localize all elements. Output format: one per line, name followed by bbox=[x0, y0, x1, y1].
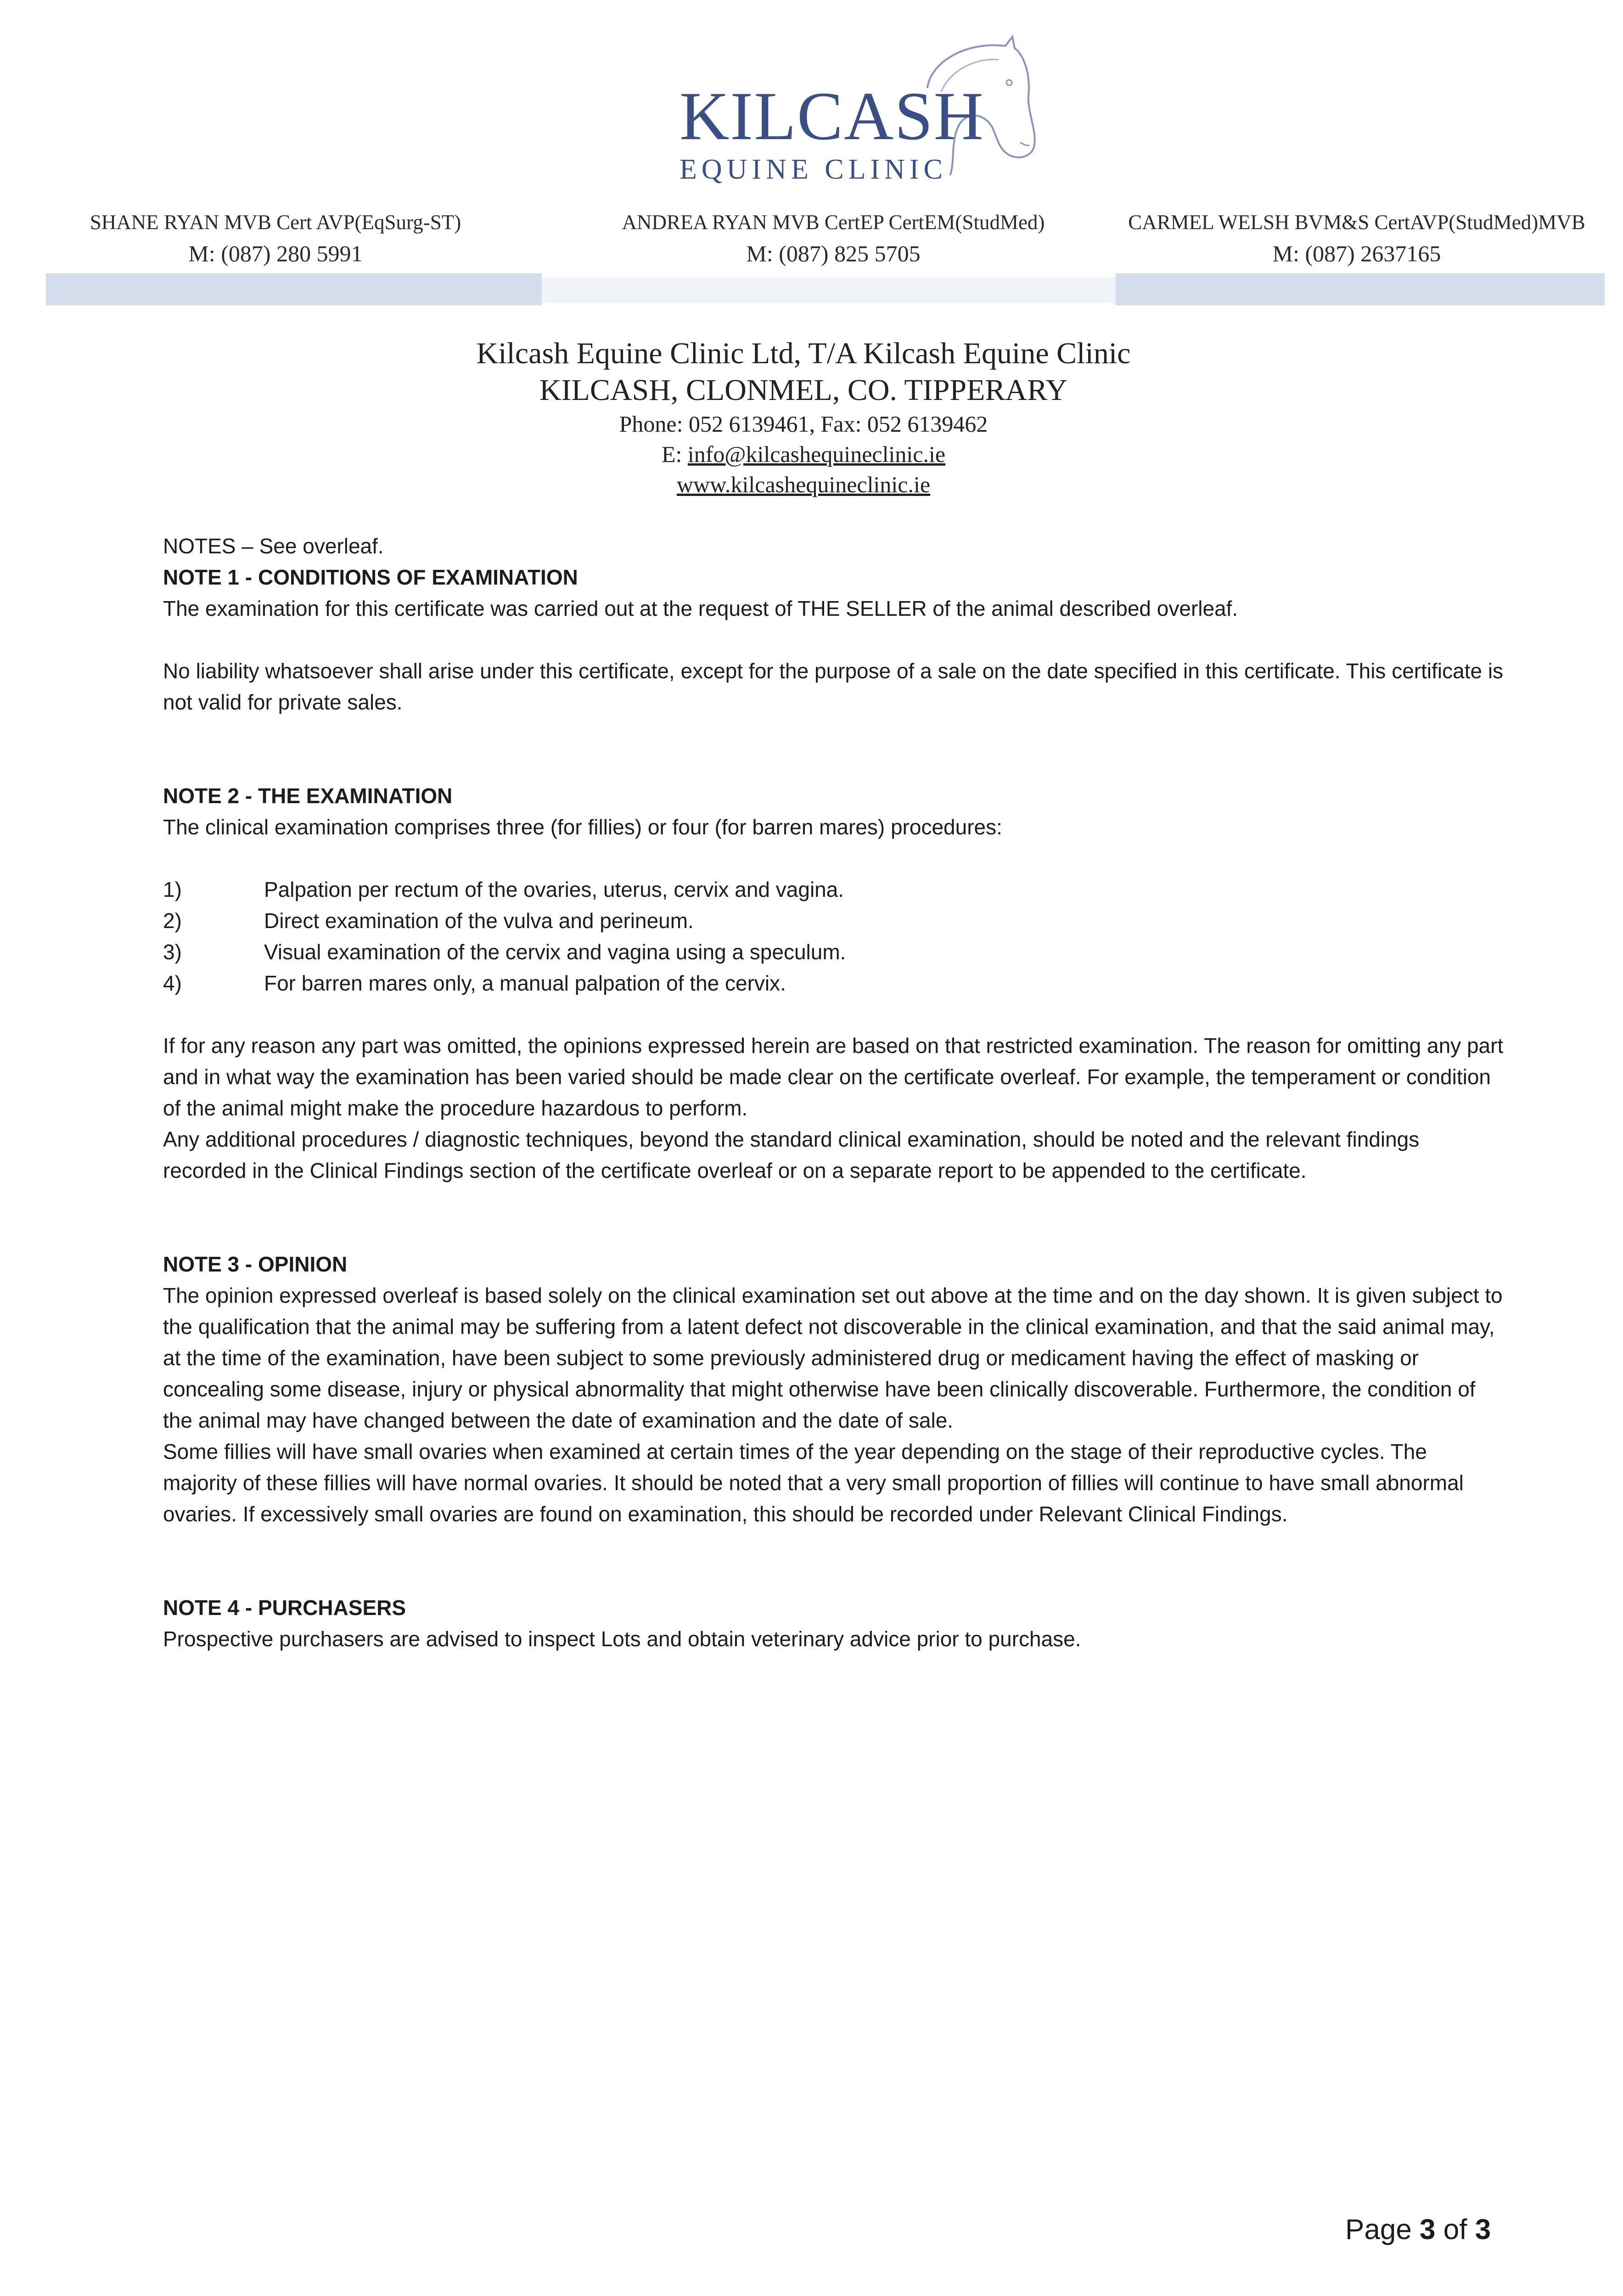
current-page: 3 bbox=[1420, 2214, 1436, 2245]
procedure-number: 4) bbox=[163, 971, 182, 995]
procedure-item bbox=[163, 968, 1504, 999]
header-band-right bbox=[1116, 273, 1605, 305]
procedure-item bbox=[163, 905, 1504, 936]
email-link[interactable]: info@kilcashequineclinic.ie bbox=[687, 441, 946, 467]
procedure-item bbox=[163, 874, 1504, 905]
note2-intro: The clinical examination comprises three (for fillies) or four (for barren mares) procedures: bbox=[163, 815, 1002, 839]
company-location: KILCASH, CLONMEL, CO. TIPPERARY bbox=[539, 373, 1068, 407]
vet-mobile: M: (087) 280 5991 bbox=[188, 241, 363, 266]
note3-heading: NOTE 3 - OPINION bbox=[163, 1252, 348, 1276]
website-link[interactable]: www.kilcashequineclinic.ie bbox=[676, 472, 931, 497]
email-line bbox=[413, 439, 1194, 469]
procedure-number: 3) bbox=[163, 940, 182, 964]
phone-fax: Phone: 052 6139461, Fax: 052 6139462 bbox=[619, 411, 988, 437]
header-band-middle bbox=[542, 278, 1116, 303]
logo-subtitle: EQUINE CLINIC bbox=[680, 154, 947, 185]
company-name: Kilcash Equine Clinic Ltd, T/A Kilcash Equine Clinic bbox=[476, 337, 1131, 370]
vet-mobile: M: (087) 825 5705 bbox=[746, 241, 921, 266]
procedure-text: Direct examination of the vulva and perineum. bbox=[264, 909, 694, 933]
email-label: E: bbox=[661, 441, 688, 467]
clinic-address bbox=[413, 335, 1194, 500]
note3-paragraph: Some fillies will have small ovaries when examined at certain times of the year depending on the stage of their reproductive cycles. The majority of these fillies will have normal ovaries. It should be noted that a very small proportion of fillies will continue to have small abnormal ovaries. If excessively small ovaries are found on examination, this should be recorded under Relevant Clinical Findings. bbox=[163, 1440, 1464, 1526]
total-pages: 3 bbox=[1475, 2214, 1491, 2245]
procedure-text: Palpation per rectum of the ovaries, uterus, cervix and vagina. bbox=[264, 878, 844, 901]
note4-heading: NOTE 4 - PURCHASERS bbox=[163, 1596, 406, 1620]
vet-andrea-ryan bbox=[597, 207, 1070, 269]
vet-name: SHANE RYAN MVB Cert AVP(EqSurg-ST) bbox=[90, 211, 461, 234]
vet-name: ANDREA RYAN MVB CertEP CertEM(StudMed) bbox=[622, 211, 1045, 234]
vet-shane-ryan bbox=[69, 207, 482, 269]
procedure-text: Visual examination of the cervix and vagina using a speculum. bbox=[264, 940, 846, 964]
logo-wordmark: KILCASH bbox=[680, 78, 985, 154]
note4-paragraph: Prospective purchasers are advised to inspect Lots and obtain veterinary advice prior to purchase. bbox=[163, 1627, 1081, 1651]
notes-intro: NOTES – See overleaf. bbox=[163, 534, 384, 558]
procedure-text: For barren mares only, a manual palpation of the cervix. bbox=[264, 971, 786, 995]
procedure-item bbox=[163, 936, 1504, 968]
notes-body bbox=[163, 530, 1504, 1654]
clinic-logo bbox=[661, 32, 1038, 185]
note2-paragraph: If for any reason any part was omitted, the opinions expressed herein are based on that restricted examination. The reason for omitting any part and in what way the examination has been varied should be made clear on the certificate overleaf. For example, the temperament or condition of the animal might make the procedure hazardous to perform. bbox=[163, 1034, 1504, 1120]
note2-heading: NOTE 2 - THE EXAMINATION bbox=[163, 784, 453, 808]
procedure-number: 2) bbox=[163, 909, 182, 933]
note1-paragraph: No liability whatsoever shall arise under this certificate, except for the purpose of a sale on the date specified in this certificate. This certificate is not valid for private sales. bbox=[163, 659, 1504, 714]
note1-paragraph: The examination for this certificate was carried out at the request of THE SELLER of the animal described overleaf. bbox=[163, 597, 1238, 620]
header-band-left bbox=[46, 273, 542, 305]
vet-name: CARMEL WELSH BVM&S CertAVP(StudMed)MVB bbox=[1128, 211, 1585, 234]
vet-mobile: M: (087) 2637165 bbox=[1272, 241, 1441, 266]
procedure-number: 1) bbox=[163, 878, 182, 901]
note1-heading: NOTE 1 - CONDITIONS OF EXAMINATION bbox=[163, 565, 578, 589]
note3-paragraph: The opinion expressed overleaf is based solely on the clinical examination set out above at the time and on the day shown. It is given subject to the qualification that the animal may be suffering from a latent defect not discoverable in the clinical examination, and that the said animal may, at the time of the examination, have been subject to some previously administered drug or medicament having the effect of masking or concealing some disease, injury or physical abnormality that might otherwise have been clinically discoverable. Furthermore, the condition of the animal may have changed between the date of examination and the date of sale. bbox=[163, 1283, 1503, 1432]
page-number: Page 3 of 3 bbox=[1345, 2214, 1491, 2245]
note2-paragraph: Any additional procedures / diagnostic techniques, beyond the standard clinical examination, should be noted and the relevant findings recorded in the Clinical Findings section of the certificate overleaf or on a separate report to be appended to the certificate. bbox=[163, 1127, 1420, 1182]
vet-carmel-welsh bbox=[1116, 207, 1598, 269]
